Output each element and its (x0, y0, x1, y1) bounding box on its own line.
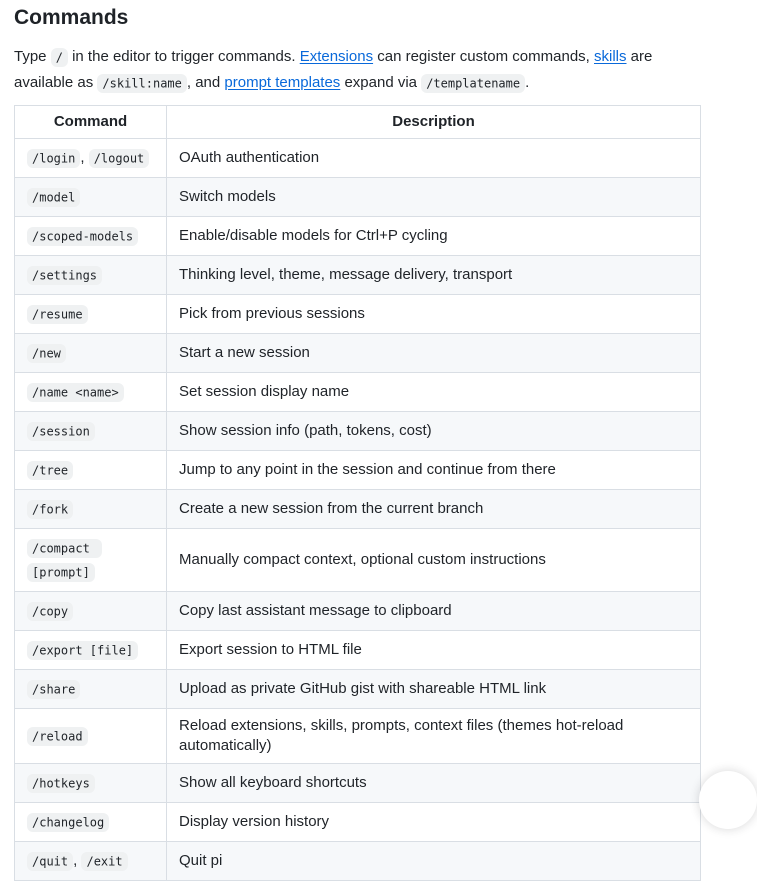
description-column-header: Description (167, 106, 701, 139)
command-cell (15, 178, 167, 217)
command-cell (15, 217, 167, 256)
command-code: /login (27, 149, 80, 168)
table-row (15, 295, 701, 334)
page-title: Commands (14, 6, 129, 29)
command-code: /name <name> (27, 383, 124, 402)
description-cell: Jump to any point in the session and continue from there (167, 451, 701, 490)
command-code: /export [file] (27, 641, 138, 660)
command-code: /settings (27, 266, 102, 285)
table-row (15, 529, 701, 592)
description-cell: Create a new session from the current branch (167, 490, 701, 529)
command-cell (15, 256, 167, 295)
command-cell: /login , /logout (15, 139, 167, 178)
description-cell: Copy last assistant message to clipboard (167, 592, 701, 631)
description-cell: Show all keyboard shortcuts (167, 764, 701, 803)
table-row (15, 178, 701, 217)
command-code: /compact [prompt] (27, 539, 102, 582)
description-cell: Thinking level, theme, message delivery, transport (167, 256, 701, 295)
floating-widget-button[interactable] (699, 771, 757, 829)
command-code: /new (27, 344, 66, 363)
description-cell: Switch models (167, 178, 701, 217)
command-cell (15, 373, 167, 412)
skills-link[interactable]: skills (594, 48, 627, 65)
command-code: /copy (27, 602, 73, 621)
command-cell: /quit , /exit (15, 842, 167, 881)
description-cell: Display version history (167, 803, 701, 842)
table-row (15, 842, 701, 881)
description-cell: Enable/disable models for Ctrl+P cycling (167, 217, 701, 256)
description-cell: Manually compact context, optional custom instructions (167, 529, 701, 592)
command-code: /fork (27, 500, 73, 519)
command-code: /exit (81, 852, 127, 871)
table-row (15, 373, 701, 412)
description-cell: Start a new session (167, 334, 701, 373)
command-cell (15, 490, 167, 529)
table-row (15, 490, 701, 529)
command-cell (15, 451, 167, 490)
table-header-row (15, 106, 701, 139)
table-row (15, 451, 701, 490)
description-cell: Set session display name (167, 373, 701, 412)
command-cell (15, 803, 167, 842)
command-cell (15, 764, 167, 803)
table-row (15, 139, 701, 178)
table-row (15, 334, 701, 373)
table-row (15, 217, 701, 256)
templatename-inline-code: /templatename (421, 74, 525, 93)
commands-table-body (15, 139, 701, 881)
description-cell: OAuth authentication (167, 139, 701, 178)
description-cell: Reload extensions, skills, prompts, context files (themes hot-reload automatically) (167, 709, 701, 764)
description-cell: Show session info (path, tokens, cost) (167, 412, 701, 451)
command-cell (15, 334, 167, 373)
table-row (15, 256, 701, 295)
slash-inline-code: / (51, 48, 68, 67)
command-code: /hotkeys (27, 774, 95, 793)
commands-table (14, 105, 701, 881)
command-cell (15, 412, 167, 451)
table-row (15, 803, 701, 842)
description-cell: Pick from previous sessions (167, 295, 701, 334)
command-code: /reload (27, 727, 88, 746)
command-cell (15, 592, 167, 631)
table-row (15, 412, 701, 451)
command-code: /logout (89, 149, 150, 168)
command-column-header: Command (15, 106, 167, 139)
command-code: /share (27, 680, 80, 699)
table-row (15, 592, 701, 631)
command-code: /resume (27, 305, 88, 324)
table-row (15, 631, 701, 670)
command-code: /model (27, 188, 80, 207)
description-cell: Quit pi (167, 842, 701, 881)
command-code: /quit (27, 852, 73, 871)
command-code: /changelog (27, 813, 109, 832)
extensions-link[interactable]: Extensions (299, 48, 374, 65)
prompt-templates-link[interactable]: prompt templates (224, 74, 341, 91)
command-code: /scoped-models (27, 227, 138, 246)
intro-paragraph: Type / in the editor to trigger commands. Extensions can register custom commands, skills are available as /skill:name , and prompt templates expand via /templatename . (14, 48, 653, 91)
command-cell (15, 529, 167, 592)
table-row (15, 764, 701, 803)
command-cell (15, 631, 167, 670)
table-row (15, 709, 701, 764)
description-cell: Export session to HTML file (167, 631, 701, 670)
skill-name-inline-code: /skill:name (97, 74, 186, 93)
command-code: /session (27, 422, 95, 441)
table-row (15, 670, 701, 709)
command-cell (15, 295, 167, 334)
description-cell: Upload as private GitHub gist with shareable HTML link (167, 670, 701, 709)
command-code: /tree (27, 461, 73, 480)
command-cell (15, 709, 167, 764)
command-cell (15, 670, 167, 709)
